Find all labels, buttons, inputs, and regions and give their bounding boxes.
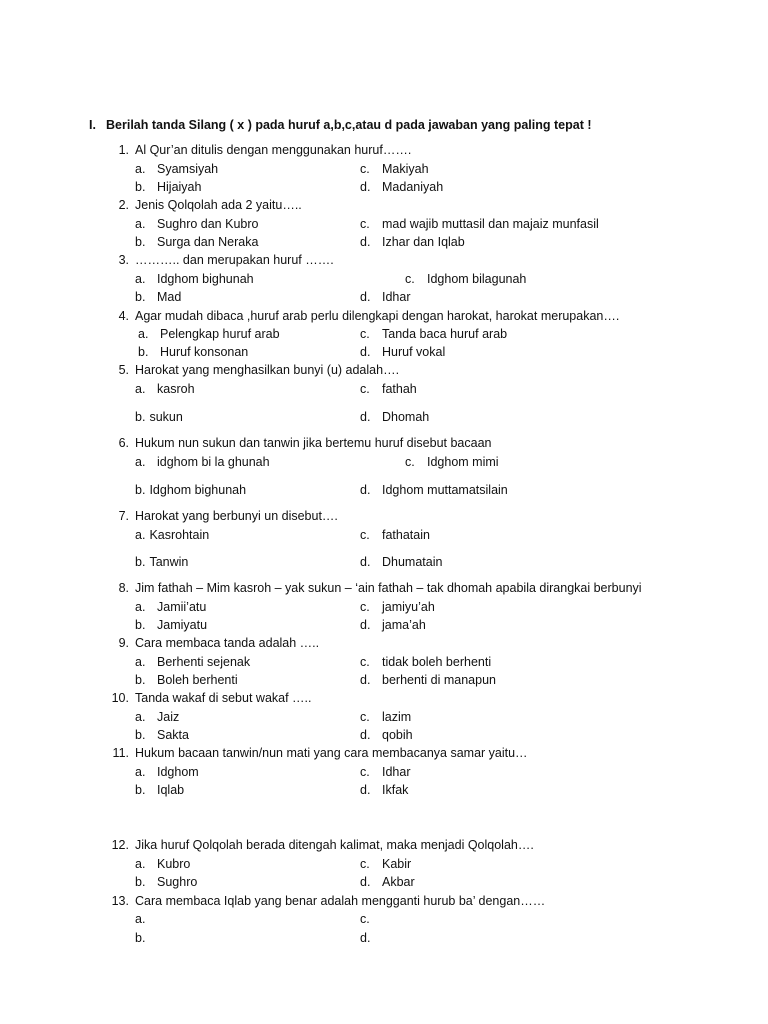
option-text: Pelengkap huruf arab [160,327,280,341]
option-text: Madaniyah [382,180,444,194]
option-letter: a. [135,765,146,779]
option-letter: d. [360,290,371,304]
option-text: Izhar dan Iqlab [382,235,465,249]
question-11 [112,745,528,761]
option-letter: a. [135,528,146,542]
question-number: 8. [118,581,129,595]
question-number: 2. [118,198,129,212]
question-1-option-a[interactable] [135,161,218,177]
question-12-option-d[interactable] [360,874,415,890]
option-letter: d. [360,875,371,889]
option-text: Tanwin [149,555,189,569]
question-3-option-a[interactable] [135,271,254,287]
question-6-option-d[interactable] [360,482,508,498]
question-8 [118,580,642,596]
question-number: 6. [118,436,129,450]
option-letter: c. [360,382,370,396]
question-number: 10. [111,691,129,705]
option-text: Mad [157,290,182,304]
option-letter: b. [138,345,149,359]
option-text: Hijaiyah [157,180,202,194]
option-letter: a. [135,710,146,724]
question-5 [118,362,400,378]
option-letter: d. [360,555,371,569]
question-4-option-b[interactable] [138,344,248,360]
question-11-option-c[interactable] [360,764,411,780]
question-4-option-a[interactable] [138,326,280,342]
option-text: Sughro dan Kubro [157,217,259,231]
question-5-option-c[interactable] [360,381,417,397]
question-10 [111,690,312,706]
option-letter: c. [360,217,370,231]
question-number: 1. [118,143,129,157]
option-letter: b. [135,673,146,687]
option-text: Ikfak [382,783,409,797]
question-text: Agar mudah dibaca ,huruf arab perlu dilengkapi dengan harokat, harokat merupakan…. [135,309,620,323]
option-text: Syamsiyah [157,162,219,176]
question-12-option-b[interactable] [135,874,197,890]
question-text: Al Qur’an ditulis dengan menggunakan huruf……. [135,143,412,157]
question-8-option-d[interactable] [360,617,426,633]
question-7-option-a[interactable] [135,527,209,543]
option-text: Idghom [157,765,199,779]
option-letter: c. [360,710,370,724]
option-letter: a. [135,162,146,176]
question-2-option-a[interactable] [135,216,258,232]
question-7-option-b[interactable] [135,554,188,570]
question-13-option-d[interactable] [360,930,382,946]
question-text: Hukum nun sukun dan tanwin jika bertemu huruf disebut bacaan [135,436,492,450]
question-6-option-b[interactable] [135,482,246,498]
question-3-option-b[interactable] [135,289,181,305]
question-1-option-b[interactable] [135,179,201,195]
option-text: Idhar [382,765,411,779]
option-letter: d. [360,235,371,249]
instruction [89,118,592,132]
question-10-option-b[interactable] [135,727,189,743]
option-letter: a. [135,272,146,286]
option-letter: b. [135,410,146,424]
question-5-option-b[interactable] [135,409,183,425]
question-13-option-a[interactable] [135,911,157,927]
question-9-option-a[interactable] [135,654,250,670]
option-letter: b. [135,483,146,497]
option-letter: d. [360,783,371,797]
option-letter: c. [360,765,370,779]
option-letter: d. [360,618,371,632]
option-text: Idghom bighunah [149,483,247,497]
option-letter: d. [360,931,371,945]
option-text: Kubro [157,857,191,871]
option-letter: c. [360,655,370,669]
option-letter: d. [360,410,371,424]
option-text: Sughro [157,875,198,889]
option-text: Jamii’atu [157,600,207,614]
option-letter: a. [138,327,149,341]
question-number: 11. [112,746,129,760]
question-7-option-d[interactable] [360,554,442,570]
question-text: Cara membaca tanda adalah ….. [135,636,320,650]
option-letter: c. [360,162,370,176]
option-text: Huruf vokal [382,345,446,359]
option-text: Idhar [382,290,411,304]
option-text: Berhenti sejenak [157,655,251,669]
question-number: 13. [111,894,129,908]
option-letter: a. [135,912,146,926]
question-8-option-b[interactable] [135,617,207,633]
option-letter: d. [360,483,371,497]
option-letter: c. [360,857,370,871]
option-letter: a. [135,382,146,396]
question-9-option-c[interactable] [360,654,491,670]
question-text: Jika huruf Qolqolah berada ditengah kalimat, maka menjadi Qolqolah…. [135,838,534,852]
question-2 [118,197,302,213]
option-letter: b. [135,783,146,797]
option-text: Surga dan Neraka [157,235,259,249]
question-1-option-d[interactable] [360,179,443,195]
option-letter: a. [135,455,146,469]
option-letter: c. [405,455,415,469]
question-number: 5. [118,363,129,377]
question-12-option-a[interactable] [135,856,190,872]
question-1-option-c[interactable] [360,161,429,177]
option-letter: a. [135,217,146,231]
option-text: Akbar [382,875,415,889]
option-letter: d. [360,673,371,687]
question-number: 9. [118,636,129,650]
option-letter: a. [135,655,146,669]
question-13 [111,893,546,909]
option-letter: a. [135,857,146,871]
option-letter: b. [135,728,146,742]
option-letter: a. [135,600,146,614]
question-text: Harokat yang berbunyi un disebut…. [135,509,338,523]
option-letter: c. [405,272,415,286]
question-9 [118,635,320,651]
question-12 [111,837,534,853]
question-4 [118,308,620,324]
option-letter: b. [135,290,146,304]
question-4-option-d[interactable] [360,344,445,360]
option-text: Kabir [382,857,412,871]
instruction-text: Berilah tanda Silang ( x ) pada huruf a,b,c,atau d pada jawaban yang paling tepat ! [106,118,592,132]
question-text: Tanda wakaf di sebut wakaf ….. [135,691,312,705]
question-2-option-b[interactable] [135,234,258,250]
question-7 [118,508,338,524]
option-text: lazim [382,710,412,724]
option-text: Tanda baca huruf arab [382,327,508,341]
option-letter: b. [135,875,146,889]
option-text: berhenti di manapun [382,673,496,687]
option-text: Kasrohtain [149,528,210,542]
question-number: 12. [111,838,129,852]
option-letter: b. [135,618,146,632]
option-letter: c. [360,528,370,542]
option-text: jamiyu’ah [382,600,435,614]
question-4-option-c[interactable] [360,326,507,342]
question-10-option-c[interactable] [360,709,411,725]
option-letter: c. [360,327,370,341]
option-text: idghom bi la ghunah [157,455,270,469]
option-text: jama’ah [382,618,426,632]
option-text: sukun [149,410,183,424]
question-3-option-d[interactable] [360,289,411,305]
question-12-option-c[interactable] [360,856,411,872]
question-text: Hukum bacaan tanwin/nun mati yang cara membacanya samar yaitu… [135,746,528,760]
option-text: kasroh [157,382,195,396]
question-text: Cara membaca Iqlab yang benar adalah mengganti hurub ba’ dengan…… [135,894,546,908]
question-6 [118,435,492,451]
question-text: Jenis Qolqolah ada 2 yaitu….. [135,198,302,212]
option-text: Idghom mimi [427,455,499,469]
option-letter: d. [360,345,371,359]
question-10-option-d[interactable] [360,727,413,743]
option-text: Dhomah [382,410,430,424]
option-text: Idghom bighunah [157,272,254,286]
option-letter: b. [135,555,146,569]
option-text: Idghom muttamatsilain [382,483,508,497]
option-letter: b. [135,931,146,945]
question-11-option-a[interactable] [135,764,199,780]
question-text: Harokat yang menghasilkan bunyi (u) adalah…. [135,363,400,377]
option-letter: c. [360,600,370,614]
question-5-option-a[interactable] [135,381,195,397]
option-text: mad wajib muttasil dan majaiz munfasil [382,217,599,231]
question-9-option-d[interactable] [360,672,496,688]
question-13-option-c[interactable] [360,911,382,927]
option-text: fathah [382,382,417,396]
question-9-option-b[interactable] [135,672,238,688]
option-text: Sakta [157,728,189,742]
question-6-option-c[interactable] [405,454,499,470]
option-letter: c. [360,912,370,926]
option-letter: d. [360,728,371,742]
option-text: Jaiz [157,710,180,724]
option-text: Huruf konsonan [160,345,249,359]
option-text: tidak boleh berhenti [382,655,492,669]
question-number: 3. [118,253,129,267]
option-text: Dhumatain [382,555,443,569]
option-text: Makiyah [382,162,429,176]
option-letter: b. [135,180,146,194]
question-text: ……….. dan merupakan huruf ……. [135,253,334,267]
question-8-option-a[interactable] [135,599,206,615]
question-13-option-b[interactable] [135,930,157,946]
question-7-option-c[interactable] [360,527,430,543]
section-number: I. [89,118,96,132]
option-text: Idghom bilagunah [427,272,527,286]
option-text: Boleh berhenti [157,673,238,687]
question-3 [118,252,334,268]
question-number: 7. [118,509,129,523]
question-11-option-b[interactable] [135,782,184,798]
option-text: qobih [382,728,413,742]
question-1 [118,142,412,158]
question-5-option-d[interactable] [360,409,429,425]
question-2-option-c[interactable] [360,216,599,232]
option-letter: d. [360,180,371,194]
question-3-option-c[interactable] [405,271,526,287]
question-text: Jim fathah – Mim kasroh – yak sukun – ‘ain fathah – tak dhomah apabila dirangkai berbunyi [135,581,642,595]
question-11-option-d[interactable] [360,782,408,798]
option-letter: b. [135,235,146,249]
question-8-option-c[interactable] [360,599,435,615]
question-2-option-d[interactable] [360,234,465,250]
question-6-option-a[interactable] [135,454,270,470]
question-number: 4. [118,309,129,323]
option-text: fathatain [382,528,430,542]
option-text: Iqlab [157,783,185,797]
option-text: Jamiyatu [157,618,208,632]
question-10-option-a[interactable] [135,709,179,725]
